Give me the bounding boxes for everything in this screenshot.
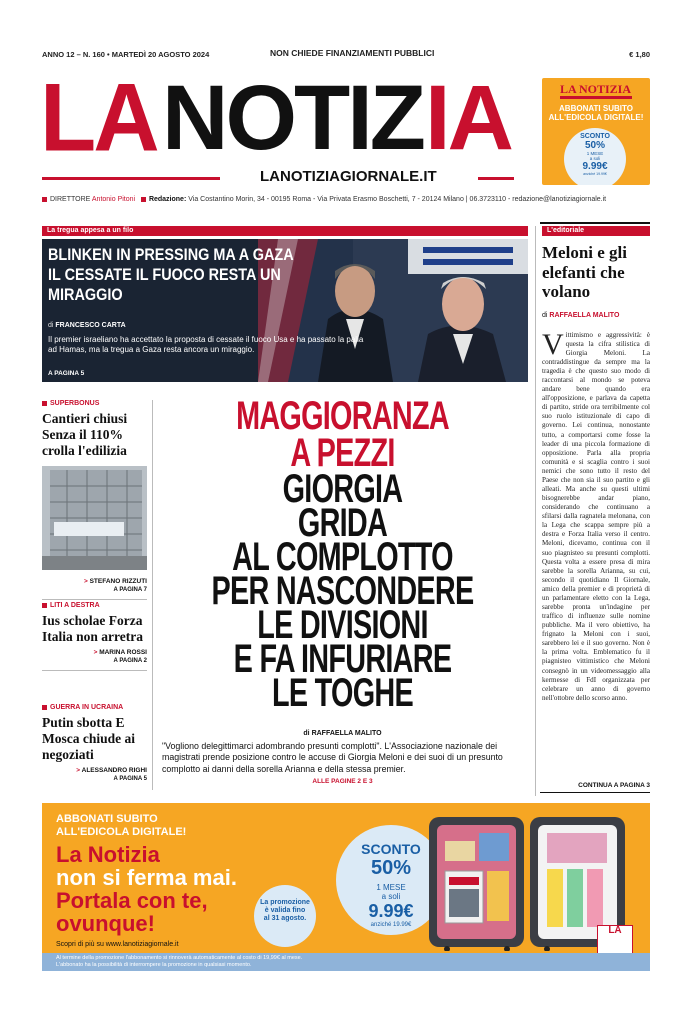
promo-line2: ALL'EDICOLA DIGITALE! (548, 113, 644, 122)
brief-tag: SUPERBONUS (42, 400, 147, 407)
masthead-notiz: NOTIZ (162, 67, 423, 169)
brief-divider (42, 670, 147, 671)
editorial-text: ittimismo e aggressività: è questa la cifra stilistica di Giorgia Meloni. La contraddistingue da sempre ma la tragedia è che questo suo modo di raccontarsi al mondo se poteva andare bene quando era all'opposizione, e parlava da capetta di partito, stride ora terribilmente col suo ruolo istituzionale di capo di governo. Lei continua, nonostante tutto, a comportarsi come fosse la leader di una piccola formazione di opposizione. Parla alla propria comunità e si scaglia contro i suoi nemici che sono tutto il resto del Paese che non sia il suo partito e gli alleati. Ma anche su questi ultimi bisognerebbe andar piano, considerando che continuano a sfilarsi dalla ragnatela melonana, con la Lega che scappa sempre più a destra e Forza Italia verso il centro. Meloni, dicevamo, continua con il suo piagnisteo su presunti complotti. Questa volta a essere presa di mira sarebbe la sorella Arianna, su cui, secondo il quotidiano Il Giornale, amico della premier e di proprietà di un parlamentare eletto con la Lega, sarebbe pronta un'indagine per traffico di influenze sulle nomine pubbliche. Ma il vero obiettivo, ha frignato la Meloni con i suoi, sarebbero lei e il suo governo. Non è la prima volta. Emblematico fu il piagnisteo vittimistico che Meloni consegnò in un videomessaggio alla kermesse di FdI organizzata per celebrare un anno di governo nell'ottobre dello scorso anno. (542, 330, 650, 702)
brief-superbonus[interactable] (42, 400, 147, 459)
brief-headline[interactable]: Cantieri chiusi Senza il 110% crolla l'edilizia (42, 411, 128, 458)
masthead-rule-right (478, 177, 514, 180)
main-headline-line-7: LE TOGHE (272, 670, 413, 715)
promo-sconto: SCONTO (580, 133, 610, 140)
top-bar (42, 48, 650, 62)
main-byline: di RAFFAELLA MALITO (303, 730, 382, 737)
ad-logo: LA (597, 925, 633, 957)
square-bullet-icon (42, 197, 47, 202)
ad-line2: ALL'EDICOLA DIGITALE! (56, 826, 187, 839)
masthead-rule-left (42, 177, 220, 180)
editorial-column[interactable] (542, 226, 650, 789)
promo-asoli: a soli (589, 156, 601, 161)
brief-photo-building (42, 466, 147, 570)
promo-anziche: anziché 19.99€ (583, 172, 607, 176)
ad-anziche: anziché 19.99€ (370, 922, 412, 928)
editorial-continue[interactable]: CONTINUA A PAGINA 3 (578, 782, 650, 789)
ad-promo-1: La promozione (260, 899, 310, 906)
building-scaffold-image (42, 466, 147, 570)
ad-promo-3: al 31 agosto. (263, 915, 307, 923)
main-headline-red-2: A PEZZI (290, 430, 395, 475)
lead-byline (48, 322, 126, 329)
slogan: NON CHIEDE FINANZIAMENTI PUBBLICI (270, 48, 435, 58)
brief-guerra-ucraina[interactable] (42, 704, 147, 782)
main-headline-red-1: MAGGIORANZA (236, 394, 449, 438)
editorial-bottom-rule (540, 792, 650, 793)
ad-asoli: a soli (381, 892, 401, 901)
brief-superbonus-credit (42, 574, 147, 600)
lead-page-ref[interactable]: A PAGINA 5 (48, 370, 85, 377)
brief-author: > MARINA ROSSI (42, 649, 147, 656)
ad-price: 9.99€ (368, 901, 414, 921)
square-bullet-icon (141, 197, 146, 202)
brief-headline[interactable]: Putin sbotta E Mosca chiude ai negoziati (42, 715, 135, 762)
editorial-section: L'editoriale (547, 227, 585, 234)
promo-logo: LA NOTIZIA (560, 82, 632, 96)
ad-validity-bubble (254, 885, 316, 947)
editorial-byline (542, 312, 650, 319)
price: € 1,80 (629, 50, 650, 59)
ad-slogan-4: ovunque! (56, 911, 155, 937)
masthead-url[interactable]: LANOTIZIAGIORNALE.IT (260, 168, 437, 185)
main-headline-line-4: PER NASCONDERE (211, 568, 474, 613)
ad-sconto: SCONTO (361, 841, 421, 857)
promo-pct: 50% (584, 140, 605, 151)
brief-divider (42, 599, 147, 600)
ad-mese: 1 MESE (376, 883, 406, 892)
brief-author: > STEFANO RIZZUTI (42, 578, 147, 585)
redazione-address: Via Costantino Morin, 34 - 00195 Roma - Via Privata Erasmo Boschetti, 7 - 20124 Milano (188, 196, 464, 203)
promo-mese: 1 MESE (586, 151, 604, 156)
contacts[interactable]: | 06.3723110 - redazione@lanotiziagiornale.it (465, 196, 607, 203)
main-headline-line-3: AL COMPLOTTO (232, 534, 453, 579)
ad-slogan-1: La Notizia (56, 842, 160, 867)
brief-page[interactable]: A PAGINA 7 (113, 587, 147, 593)
masthead-logo[interactable] (40, 64, 511, 185)
redazione-label: Redazione: (148, 196, 187, 203)
main-headline-line-2: GRIDA (297, 500, 388, 545)
editorial-title[interactable]: Meloni e gli elefanti che volano (542, 243, 627, 302)
ad-fine-print (42, 953, 650, 971)
info-line (42, 196, 650, 208)
subscription-ad[interactable] (42, 803, 650, 971)
brief-author: > ALESSANDRO RIGHI (42, 767, 147, 774)
main-headline[interactable] (150, 394, 535, 728)
brief-tag: GUERRA IN UCRAINA (42, 704, 147, 711)
ad-fine-1: Al termine della promozione l'abbonamento si rinnoverà automaticamente al costo di 19,99€ al mese. (56, 955, 303, 961)
editorial-drop-cap: V (542, 330, 564, 361)
lead-headline[interactable]: BLINKEN IN PRESSING MA A GAZA IL CESSATE IL FUOCO RESTA UN MIRAGGIO (48, 245, 294, 305)
masthead-la: LA (40, 64, 157, 172)
lead-by-prefix: di (48, 322, 54, 329)
lead-section-bar (42, 226, 528, 236)
promo-discount-badge (564, 128, 626, 185)
ad-pct: 50% (370, 857, 412, 879)
promo-box[interactable] (542, 78, 650, 185)
brief-tag: LITI A DESTRA (42, 602, 147, 609)
masthead-ia: IA (425, 67, 511, 169)
ad-headline (56, 813, 186, 839)
ad-promo-2: è valida fino (264, 907, 306, 915)
ad-slogan-2: non si ferma mai. (56, 865, 237, 891)
lead-section: La tregua appesa a un filo (47, 227, 134, 234)
editorial-by-prefix: di (542, 311, 548, 319)
column-divider-right (535, 226, 536, 796)
main-headline-line-5: LE DIVISIONI (257, 602, 428, 647)
lead-author: FRANCESCO CARTA (55, 322, 126, 329)
director-label: DIRETTORE (50, 196, 91, 203)
ad-slogan-3: Portala con te, (56, 888, 208, 914)
director-name: Antonio Pitoni (91, 196, 136, 203)
main-headline-line-1: GIORGIA (282, 466, 403, 511)
brief-liti-a-destra[interactable] (42, 602, 147, 671)
ad-footer-link[interactable]: Scopri di più su www.lanotiziagiornale.it (56, 941, 179, 948)
brief-page[interactable]: A PAGINA 5 (113, 775, 147, 782)
lead-deck: Il premier israeliano ha accettato la proposta di cessate il fuoco Usa e ha passato la palla ad Hamas, ma la tregua a Gaza resta ancora un miraggio. (48, 335, 364, 355)
promo-line1: ABBONATI SUBITO (559, 104, 633, 113)
lead-photo (258, 239, 528, 382)
brief-headline[interactable]: Ius scholae Forza Italia non arretra (42, 613, 143, 644)
main-deck: "Vogliono delegittimarci adombrando presunti complotti". L'Associazione nazionale dei magistrati prende posizione contro le accuse di Giorgia Meloni e dei suoi di un presunto complotto ai danni della sorella Arianna e della stessa premier. (162, 741, 503, 774)
ad-fine-2: L'abbonato ha la possibilità di interrompere la promozione in qualsiasi momento. (56, 962, 252, 969)
main-headline-line-6: E FA INFURIARE (233, 636, 452, 681)
main-page-ref[interactable]: ALLE PAGINE 2 E 3 (312, 778, 373, 785)
editorial-top-rule (540, 222, 650, 224)
issue-info: ANNO 12 – N. 160 • MARTEDÌ 20 AGOSTO 2024 (42, 50, 210, 59)
ad-slogan (56, 843, 237, 935)
ad-line1: ABBONATI SUBITO (56, 813, 158, 825)
editorial-author: RAFFAELLA MALITO (549, 311, 620, 319)
promo-logo-rule (560, 96, 632, 99)
lead-story[interactable] (42, 239, 528, 382)
editorial-body (542, 331, 650, 777)
promo-price: 9.99€ (582, 161, 608, 172)
brief-page[interactable]: A PAGINA 2 (113, 657, 147, 664)
editorial-section-bar (542, 226, 650, 236)
